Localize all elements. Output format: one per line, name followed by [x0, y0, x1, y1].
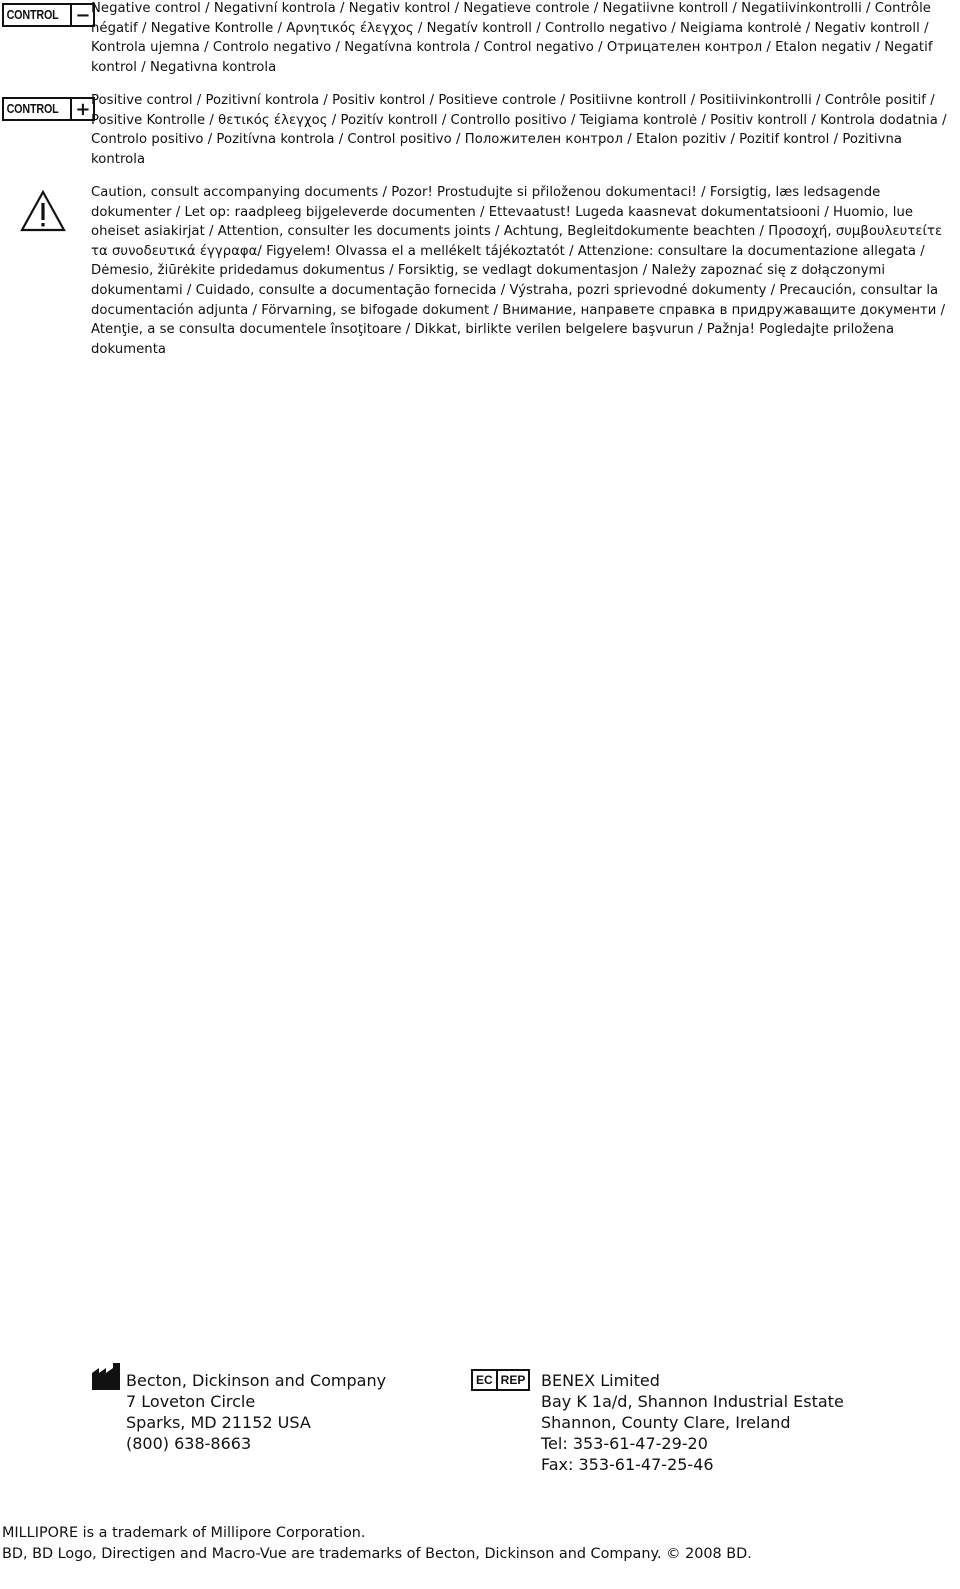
positive-control-text: Positive control / Pozitivní kontrola / Positiv kontrol / Positieve controle / Positiivne kontroll / Positiivinkontrolli / Contrôle positif / Positive Kontrolle / θετικός έλεγχος / Pozitív kontroll / Controllo positivo / Teigiama kontrolė / Positiv kontroll / Kontrola dodatnia / Controlo positivo / Pozitívna kontrola / Control positivo / Положителен контрол / Etalon pozitiv / Pozitif kontrol / Pozitivna kontrola: [91, 93, 947, 167]
ec-rep-symbol-left: EC: [476, 1373, 493, 1387]
caution-text: Caution, consult accompanying documents / Pozor! Prostudujte si přiloženou dokumentaci! / Forsigtig, læs ledsagende dokumenter / Let op: raadpleeg bijgeleverde documenten / Ettevaatust! Lugeda kaasnevat dokumentatsiooni / Huomio, lue oheiset asiakirjat / Attention, consulter les documents joints / Achtung, Begleitdokumente beachten / Προσοχή, συμβουλευτείτε τα συνοδευτικά έγγραφα/ Figyelem! Olvassa el a mellékelt tájékoztatót / Attenzione: consultare la documentazione allegata / Dėmesio, žiūrėkite pridedamus dokumentus / Forsiktig, se vedlagt dokumentasjon / Należy zapoznać się z dołączonymi dokumentami / Cuidado, consulte a documentação fornecida / Výstraha, pozri sprievodné dokumenty / Precaución, consultar la documentación adjunta / Förvarning, se bifogade dokument / Внимание, направете справка в придружаващите документи / Atenţie, a se consulta documentele însoţitoare / Dikkat, birlikte verilen belgelere başvurun / Pažnja! Pogledajte priložena dokumenta: [91, 185, 946, 357]
negative-control-text: Negative control / Negativní kontrola / Negativ kontrol / Negatieve controle / Negatiivne kontroll / Negatiivinkontrolli / Contrôle négatif / Negative Kontrolle / Αρνητικός έλεγχος / Negatív kontroll / Controllo negativo / Neigiama kontrolė / Negativ kontroll / Kontrola ujemna / Controlo negativo / Negatívna kontrola / Control negativo / Отрицателен контрол / Etalon negativ / Negatif kontrol / Negativna kontrola: [91, 1, 933, 75]
manufacturer-street: 7 Loveton Circle: [126, 1392, 256, 1411]
manufacturer-city: Sparks, MD 21152 USA: [126, 1413, 311, 1432]
ec-rep-tel: Tel: 353-61-47-29-20: [541, 1434, 708, 1453]
ec-rep-city: Shannon, County Clare, Ireland: [541, 1413, 791, 1432]
positive-control-symbol: [2, 97, 95, 121]
control-symbol-word: CONTROL: [6, 8, 59, 22]
ec-rep-symbol-right: REP: [496, 1371, 529, 1389]
manufacturer-name: Becton, Dickinson and Company: [126, 1371, 387, 1390]
trademark-line: MILLIPORE is a trademark of Millipore Corporation.: [2, 1525, 366, 1541]
ec-rep-symbol: [471, 1369, 530, 1391]
ec-rep-street: Bay K 1a/d, Shannon Industrial Estate: [541, 1392, 844, 1411]
trademark-line: BD, BD Logo, Directigen and Macro-Vue are trademarks of Becton, Dickinson and Company. © 2008 BD.: [2, 1546, 752, 1562]
plus-sign-icon: +: [70, 99, 93, 119]
negative-control-symbol: [2, 3, 95, 27]
ec-rep-address: [541, 1370, 844, 1475]
manufacturer-phone: (800) 638-8663: [126, 1434, 252, 1453]
ec-rep-fax: Fax: 353-61-47-25-46: [541, 1455, 714, 1474]
manufacturer-address: [126, 1370, 386, 1454]
ec-rep-name: BENEX Limited: [541, 1371, 660, 1390]
trademark-notice: [2, 1523, 752, 1565]
control-symbol-word: CONTROL: [6, 102, 59, 116]
minus-sign-icon: −: [70, 5, 93, 25]
caution-triangle-icon: [20, 190, 66, 232]
manufacturer-factory-icon: [92, 1363, 120, 1390]
